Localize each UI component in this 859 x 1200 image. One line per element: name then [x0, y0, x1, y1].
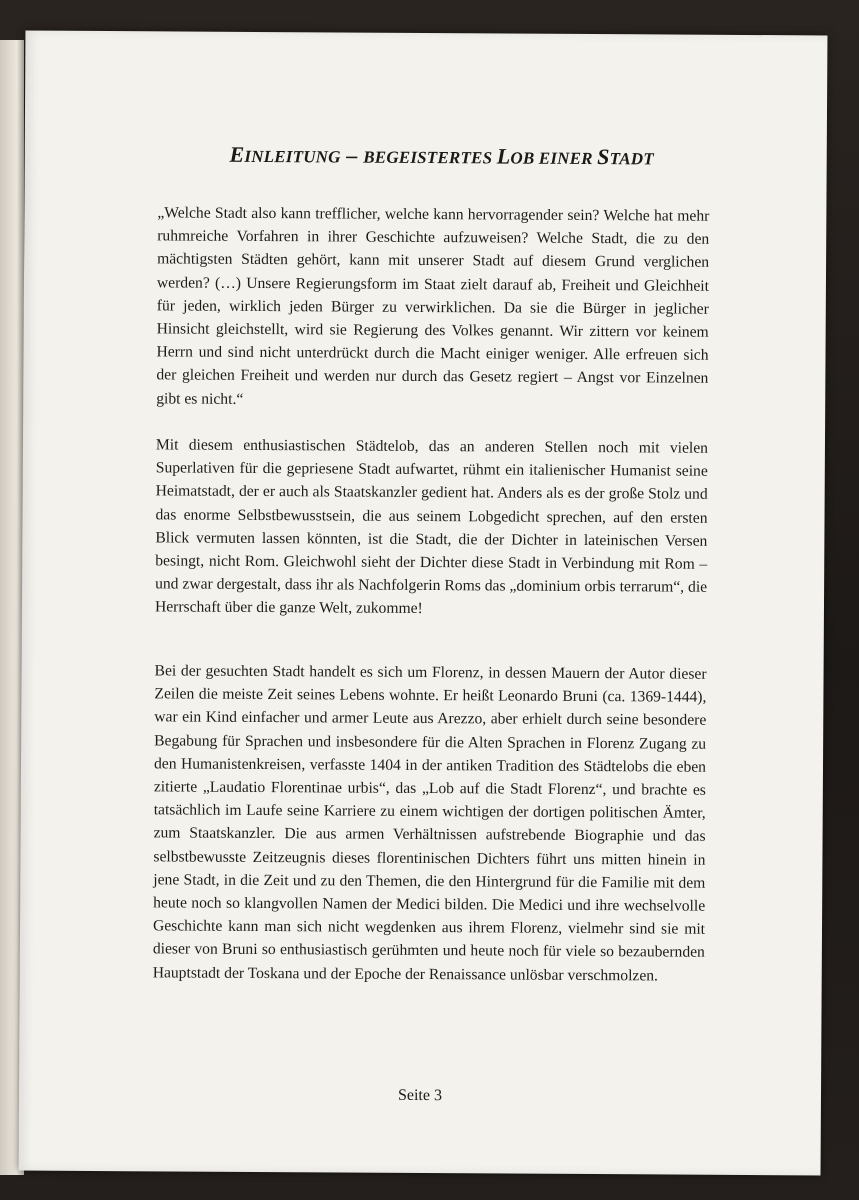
page-number: Seite 3 — [397, 1086, 443, 1105]
heading-initial-l: L — [496, 143, 511, 169]
paragraph-intro: Mit diesem enthusiastischen Städtelob, das an anderen Stellen noch mit vielen Superlativen für die gepriesene Stadt aufwartet, rühmt ein italienischer Humanist seine Heimatstadt, der er auch als Staatskanzler gedient hat. Anders als es der große Stolz und das enorme Selbstbewusstsein, die aus seinem Lobgedicht sprechen, auf den ersten Blick vermuten lassen könnten, ist die Stadt, die der Dichter in lateinischen Versen besingt, nicht Rom. Gleichwohl sieht der Dichter diese Stadt in Verbindung mit Rom – und zwar dergestalt, dass ihr als Nachfolgerin Roms das „dominium orbis terrarum“, die Herrschaft über die ganze Welt, zukomme! — [154, 436, 709, 618]
book-page — [19, 31, 828, 1176]
heading-word-stadt: TADT — [609, 149, 654, 169]
chapter-heading — [162, 141, 722, 170]
heading-word-begeistertes: BEGEISTERTES — [363, 147, 497, 168]
heading-dash: – — [340, 142, 364, 168]
heading-initial-e: E — [229, 141, 245, 167]
heading-word-einleitung: INLEITUNG — [244, 146, 341, 167]
paragraph-florenz: Bei der gesuchten Stadt handelt es sich um Florenz, in dessen Mauern der Autor dieser Zeilen die meiste Zeit seines Lebens wohnte. Er heißt Leonardo Bruni (ca. 1369-1444), war ein Kind einfacher und armer Leute aus Arezzo, aber erhielt durch seine besondere Begabung für Sprachen und insbesondere für die Alten Sprachen in Florenz Zugang zu den Humanistenkreisen, verfasste 1404 in der antiken Tradition des Städtelobs die eben zitierte „Laudatio Florentinae urbis“, das „Lob auf die Stadt Florenz“, und brachte es tatsächlich im Laufe seine Karriere zu einem wichtigen der dortigen politischen Ämter, zum Staatskanzler. Die aus armen Verhältnissen aufstrebende Biographie und das selbstbewusste Zeitzeugnis dieses florentinischen Dichters führt uns mitten hinein in jene Stadt, in die Zeit und zu den Themen, die den Hintergrund für die Familie mit dem heute noch so klangvollen Namen der Medici bilden. Die Medici und ihre wechselvolle Geschichte kann man sich nicht wegdenken aus ihrem Florenz, vielmehr sind sie mit dieser von Bruni so enthusiastisch gerühmten und heute noch für viele so bezaubernden Hauptstadt der Toskana und der Epoche der Renaissance unlösbar verschmolzen. — [152, 662, 707, 985]
paragraph-quote: „Welche Stadt also kann trefflicher, welche kann hervorragender sein? Welche hat mehr ruhmreiche Vorfahren in ihrer Geschichte aufzuweisen? Welche Stadt, die zu den mächtigsten Städten gehört, kann mit unserer Stadt auf diesem Grund verglichen werden? (…) Unsere Regierungsform im Staat zielt darauf ab, Freiheit und Gleichheit für jeden, wirklich jeden Bürger zu verwirklichen. Da sie die Bürger in jeglicher Hinsicht gleichstellt, wird sie Regierung des Volkes genannt. Wir zittern vor keinem Herrn und sind nicht unterdrückt durch die Macht einiger weniger. Alle erfreuen sich der gleichen Freiheit und werden nur durch das Gesetz regiert – Angst vor Einzelnen gibt es nicht.“ — [156, 204, 710, 408]
heading-word-lob: OB EINER — [510, 148, 598, 169]
heading-initial-s: S — [597, 144, 610, 170]
